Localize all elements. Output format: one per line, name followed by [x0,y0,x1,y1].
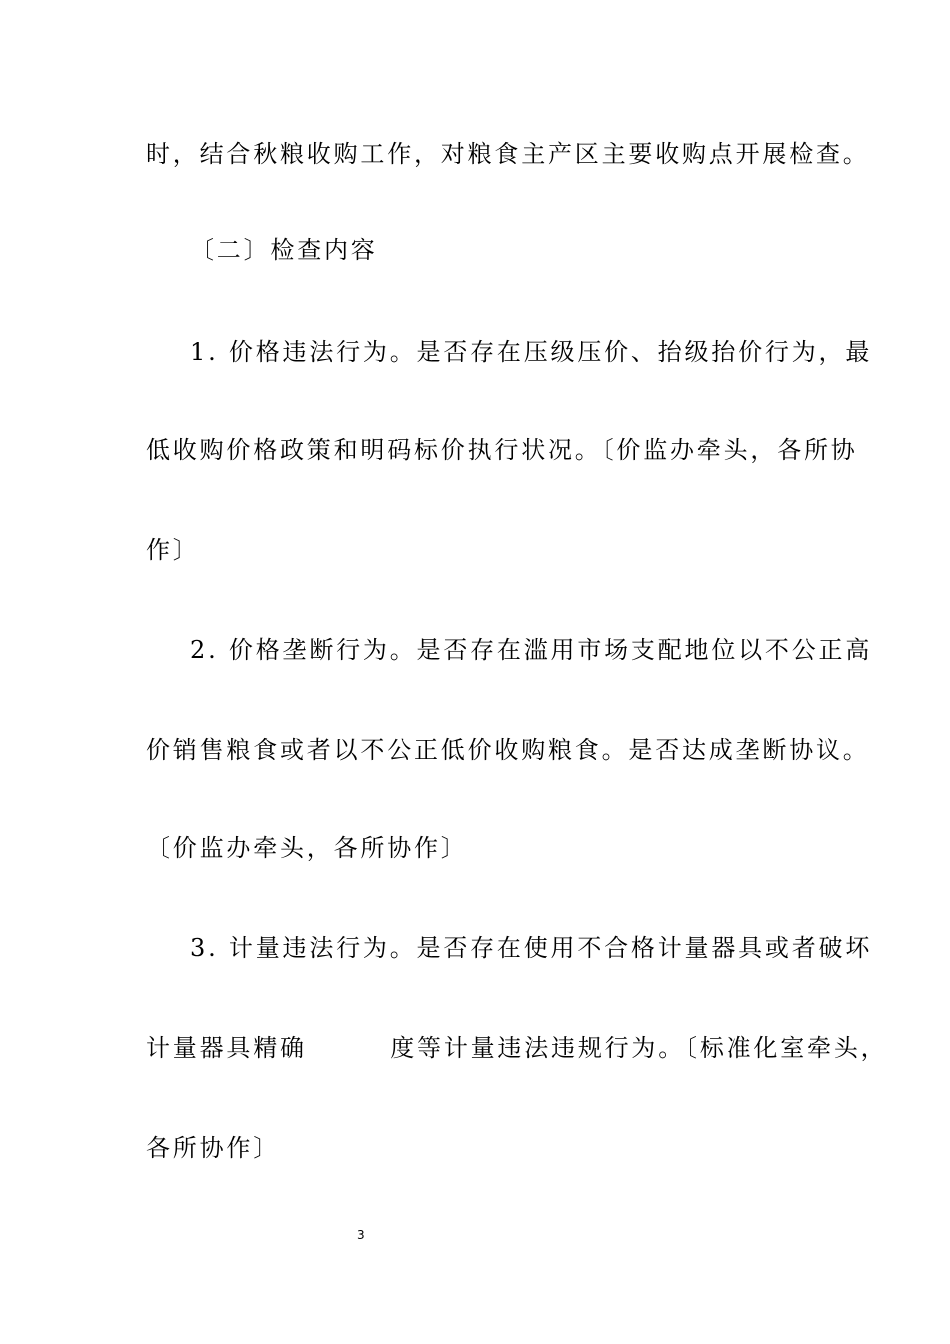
paragraph-line: 作〕 [146,536,200,564]
paragraph-line: 各所协作〕 [146,1134,280,1162]
paragraph-line: 2. 价格垄断行为。是否存在滥用市场支配地位以不公正高 [190,636,873,664]
paragraph-line: 3. 计量违法行为。是否存在使用不合格计量器具或者破坏 [190,934,873,962]
paragraph-line: 1. 价格违法行为。是否存在压级压价、抬级抬价行为，最 [190,338,873,366]
paragraph-line: 时，结合秋粮收购工作，对粮食主产区主要收购点开展检查。 [146,140,870,168]
paragraph-line: 计量器具精确 度等计量违法违规行为。〔标准化室牵头， [146,1034,888,1062]
page-number: 3 [357,1228,365,1242]
paragraph-line: 低收购价格政策和明码标价执行状况。〔价监办牵头，各所协 [146,436,858,464]
paragraph-line: 〔价监办牵头，各所协作〕 [146,834,468,862]
section-heading: 〔二〕检查内容 [190,236,378,264]
paragraph-line: 价销售粮食或者以不公正低价收购粮食。是否达成垄断协议。 [146,736,870,764]
